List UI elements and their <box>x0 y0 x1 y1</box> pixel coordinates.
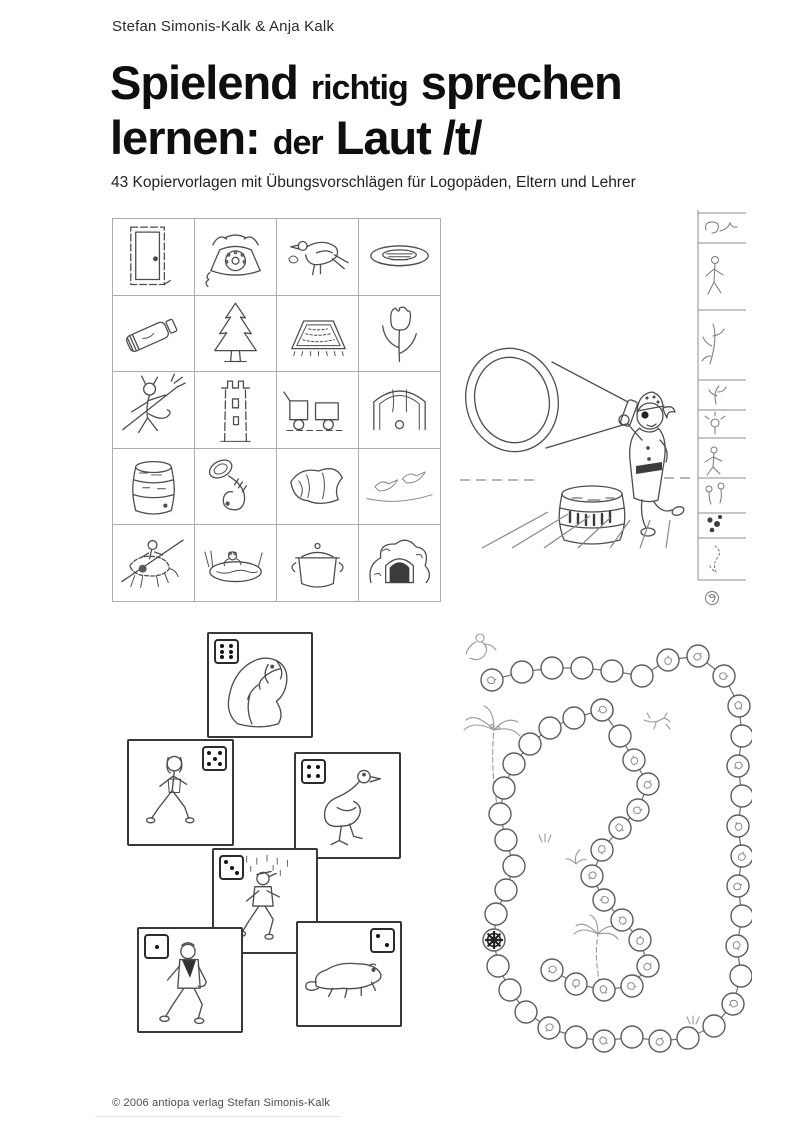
grid-cell-gate <box>359 372 441 449</box>
grid-cell-telephone <box>195 219 277 296</box>
subtitle: 43 Kopiervorlagen mit Übungsvorschlägen für Logopäden, Eltern und Lehrer <box>111 174 636 191</box>
die-icon <box>202 746 227 771</box>
grid-cell-barrel <box>113 449 195 526</box>
grid-cell-devil <box>113 372 195 449</box>
board-game-illustration <box>452 628 752 1060</box>
die-icon <box>370 928 395 953</box>
pirate-with-telescope-illustration <box>452 328 692 550</box>
card-beaver <box>296 921 402 1027</box>
title-word: richtig <box>310 69 408 107</box>
start-star-cell <box>485 931 503 949</box>
title-word: der <box>272 124 323 162</box>
grid-cell-pond <box>195 525 277 602</box>
grid-cell-plate <box>359 219 441 296</box>
author-line: Stefan Simonis-Kalk & Anja Kalk <box>112 18 335 35</box>
grid-cell-carpet <box>277 296 359 373</box>
grid-cell-door <box>113 219 195 296</box>
gecko-sketch <box>644 713 670 729</box>
grid-cell-toothpaste-tube <box>113 296 195 373</box>
copyright-line: © 2006 antiopa verlag Stefan Simonis-Kalk <box>112 1097 331 1109</box>
title-word: Spielend <box>110 56 298 109</box>
page-title-line1 <box>110 56 622 111</box>
picture-grid <box>112 218 441 602</box>
grid-cell-tunnel <box>359 525 441 602</box>
grid-cell-geese <box>359 449 441 526</box>
grid-cell-tuba <box>195 449 277 526</box>
footer-rule <box>95 1116 340 1117</box>
grid-cell-tulip <box>359 296 441 373</box>
grid-cell-cloth <box>277 449 359 526</box>
grid-cell-knight <box>113 525 195 602</box>
card-duck <box>294 752 401 859</box>
die-icon <box>214 639 239 664</box>
card-walking-girl <box>127 739 234 846</box>
grid-cell-dove <box>277 219 359 296</box>
die-icon <box>219 855 244 880</box>
title-word: sprechen <box>420 56 622 109</box>
monkey-sketch <box>466 634 496 660</box>
grid-cell-tower <box>195 372 277 449</box>
grid-cell-cart <box>277 372 359 449</box>
die-icon <box>144 934 169 959</box>
page-title-line2 <box>110 111 482 166</box>
grid-cell-pot <box>277 525 359 602</box>
grid-cell-fir-tree <box>195 296 277 373</box>
title-word: Laut /t/ <box>335 111 482 164</box>
card-elephant <box>207 632 313 738</box>
title-word: lernen: <box>110 111 260 164</box>
die-icon <box>301 759 326 784</box>
card-walking-man <box>137 927 243 1033</box>
small-plant <box>566 850 586 864</box>
side-picture-strip <box>690 186 752 618</box>
